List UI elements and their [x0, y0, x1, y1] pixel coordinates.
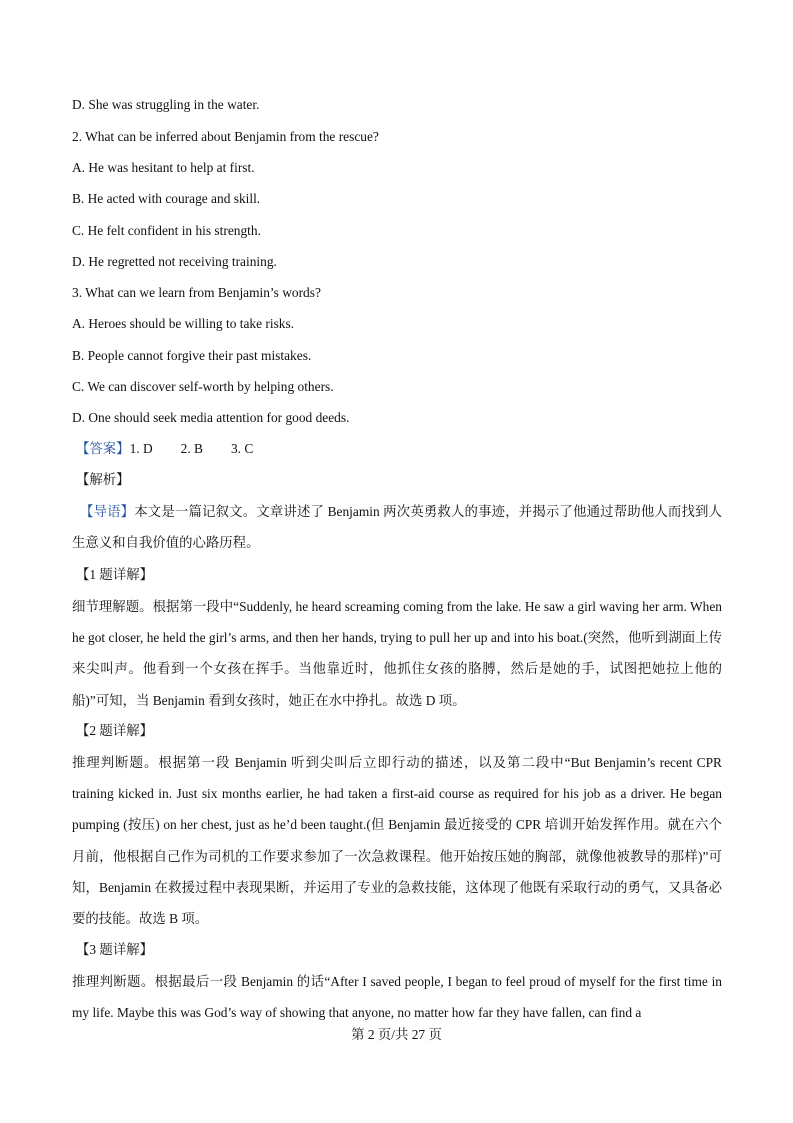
detail3-label: 【3 题详解】: [76, 942, 153, 957]
intro-text: 本文是一篇记叙文。文章讲述了 Benjamin 两次英勇救人的事迹，并揭示了他通过帮助他人而找到人生意义和自我价值的心路历程。: [72, 504, 723, 551]
q2-option-a: A. He was hesitant to help at first.: [72, 160, 255, 175]
intro-label: 【导语】: [80, 504, 135, 519]
q3-stem: 3. What can we learn from Benjamin’s words?: [72, 285, 321, 300]
answer-line: [76, 440, 253, 458]
q3-option-c: C. We can discover self-worth by helping others.: [72, 379, 334, 394]
q3-option-b: B. People cannot forgive their past mistakes.: [72, 348, 312, 363]
answer-label: 【答案】: [76, 441, 130, 456]
detail2-label: 【2 题详解】: [76, 723, 153, 738]
q2-stem: 2. What can be inferred about Benjamin from the rescue?: [72, 129, 379, 144]
detail1-label: 【1 题详解】: [76, 567, 153, 582]
q3-option-a: A. Heroes should be willing to take risks.: [72, 316, 295, 331]
detail1-text: 细节理解题。根据第一段中“Suddenly, he heard screaming coming from the lake. He saw a girl waving her arm. When he got closer, he held the girl’s arms, and then her hands, trying to pull her up and into his boat.(突然，他听到湖面上传来尖叫声。他看到一个女孩在挥手。当他靠近时，他抓住女孩的胳膊，然后是她的手，试图把她拉上他的船)”可知，当 Benjamin 看到女孩时，她正在水中挣扎。故选 D 项。: [72, 599, 722, 708]
q3-option-d: D. One should seek media attention for good deeds.: [72, 410, 350, 425]
q2-option-b: B. He acted with courage and skill.: [72, 191, 261, 206]
q2-option-d: D. He regretted not receiving training.: [72, 254, 277, 269]
analysis-label: 【解析】: [76, 472, 130, 487]
page-footer: 第 2 页/共 27 页: [351, 1027, 442, 1042]
intro-paragraph: [72, 496, 722, 558]
answer-3: 3. C: [230, 441, 254, 456]
q1-option-d: D. She was struggling in the water.: [72, 97, 260, 112]
q2-option-c: C. He felt confident in his strength.: [72, 223, 261, 238]
answer-1: 1. D: [129, 441, 153, 456]
answer-2: 2. B: [180, 441, 203, 456]
detail2-text: 推理判断题。根据第一段 Benjamin 听到尖叫后立即行动的描述，以及第二段中“But Benjamin’s recent CPR training kicked in. Just six months earlier, he had taken a first-aid course as required for his job as a driver. He began pumping (按压) on her chest, just as he’d been taught.(但 Benjamin 最近接受的 CPR 培训开始发挥作用。就在六个月前，他根据自己作为司机的工作要求参加了一次急救课程。他开始按压她的胸部，就像他被教导的那样)”可知，Benjamin 在救援过程中表现果断，并运用了专业的急救技能，这体现了他既有采取行动的勇气，又具备必要的技能。故选 B 项。: [72, 755, 722, 927]
detail3-text: 推理判断题。根据最后一段 Benjamin 的话“After I saved people, I began to feel proud of myself for the first time in my life. Maybe this was God’s way of showing that anyone, no matter how far they have fallen, can find a: [72, 974, 722, 1021]
